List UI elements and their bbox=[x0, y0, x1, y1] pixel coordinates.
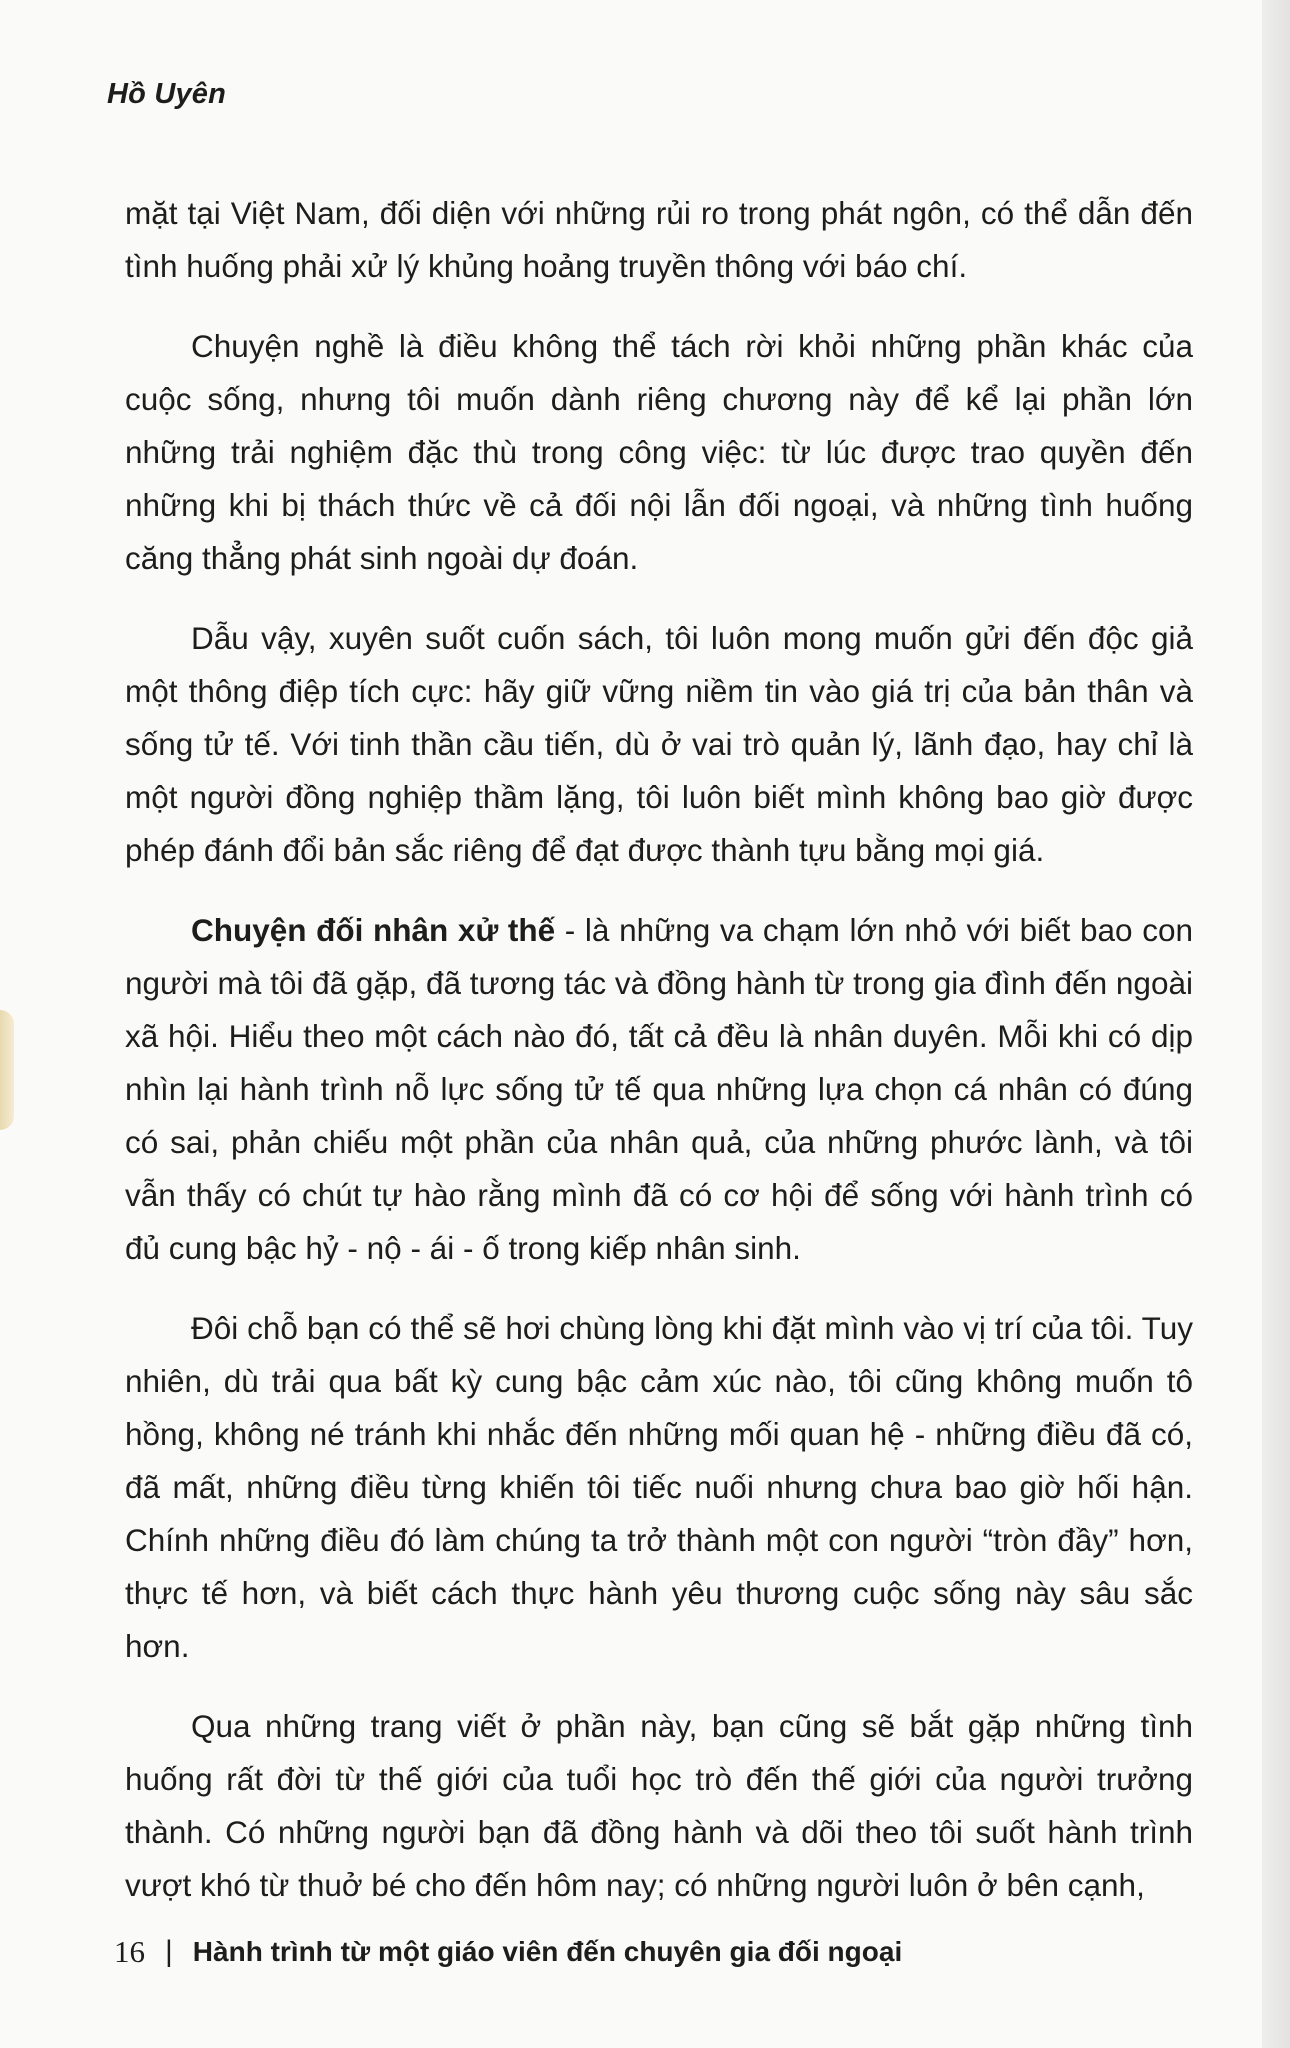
running-head-author: Hồ Uyên bbox=[107, 78, 227, 110]
paragraph: Qua những trang viết ở phần này, bạn cũng sẽ bắt gặp những tình huống rất đời từ thế giới của tuổi học trò đến thế giới của người trưởng thành. Có những người bạn đã đồng hành và dõi theo tôi suốt hành trình vượt khó từ thuở bé cho đến hôm nay; có những người luôn ở bên cạnh, bbox=[125, 1708, 1193, 1903]
page-edge-mark bbox=[0, 1010, 14, 1130]
page-footer bbox=[114, 1934, 902, 1970]
paragraph: Đôi chỗ bạn có thể sẽ hơi chùng lòng khi đặt mình vào vị trí của tôi. Tuy nhiên, dù trải qua bất kỳ cung bậc cảm xúc nào, tôi cũng không muốn tô hồng, không né tránh khi nhắc đến những mối quan hệ - những điều đã có, đã mất, những điều từng khiến tôi tiếc nuối nhưng chưa bao giờ hối hận. Chính những điều đó làm chúng ta trở thành một con người “tròn đầy” hơn, thực tế hơn, và biết cách thực hành yêu thương cuộc sống này sâu sắc hơn. bbox=[125, 1310, 1193, 1664]
paragraph: Chuyện nghề là điều không thể tách rời khỏi những phần khác của cuộc sống, nhưng tôi muốn dành riêng chương này để kể lại phần lớn những trải nghiệm đặc thù trong công việc: từ lúc được trao quyền đến những khi bị thách thức về cả đối nội lẫn đối ngoại, và những tình huống căng thẳng phát sinh ngoài dự đoán. bbox=[125, 328, 1193, 576]
page-number: 16 bbox=[114, 1934, 145, 1969]
paragraph-continued: mặt tại Việt Nam, đối diện với những rủi ro trong phát ngôn, có thể dẫn đến tình huống phải xử lý khủng hoảng truyền thông với báo chí. bbox=[125, 195, 1193, 284]
paragraph: Dẫu vậy, xuyên suốt cuốn sách, tôi luôn mong muốn gửi đến độc giả một thông điệp tích cực: hãy giữ vững niềm tin vào giá trị của bản thân và sống tử tế. Với tinh thần cầu tiến, dù ở vai trò quản lý, lãnh đạo, hay chỉ là một người đồng nghiệp thầm lặng, tôi luôn biết mình không bao giờ được phép đánh đổi bản sắc riêng để đạt được thành tựu bằng mọi giá. bbox=[125, 620, 1193, 868]
paragraph-text: - là những va chạm lớn nhỏ với biết bao con người mà tôi đã gặp, đã tương tác và đồng hành từ trong gia đình đến ngoài xã hội. Hiểu theo một cách nào đó, tất cả đều là nhân duyên. Mỗi khi có dịp nhìn lại hành trình nỗ lực sống tử tế qua những lựa chọn cá nhân có đúng có sai, phản chiếu một phần của nhân quả, của những phước lành, và tôi vẫn thấy có chút tự hào rằng mình đã có cơ hội để sống với hành trình có đủ cung bậc hỷ - nộ - ái - ố trong kiếp nhân sinh. bbox=[125, 912, 1193, 1266]
paragraph bbox=[125, 904, 1193, 1275]
book-title: Hành trình từ một giáo viên đến chuyên gia đối ngoại bbox=[192, 1936, 903, 1967]
page-edge-shadow bbox=[1262, 0, 1290, 2048]
body-text bbox=[125, 187, 1193, 1939]
bold-lead-phrase: Chuyện đối nhân xử thế bbox=[191, 912, 556, 948]
footer-separator: | bbox=[165, 1935, 173, 1968]
